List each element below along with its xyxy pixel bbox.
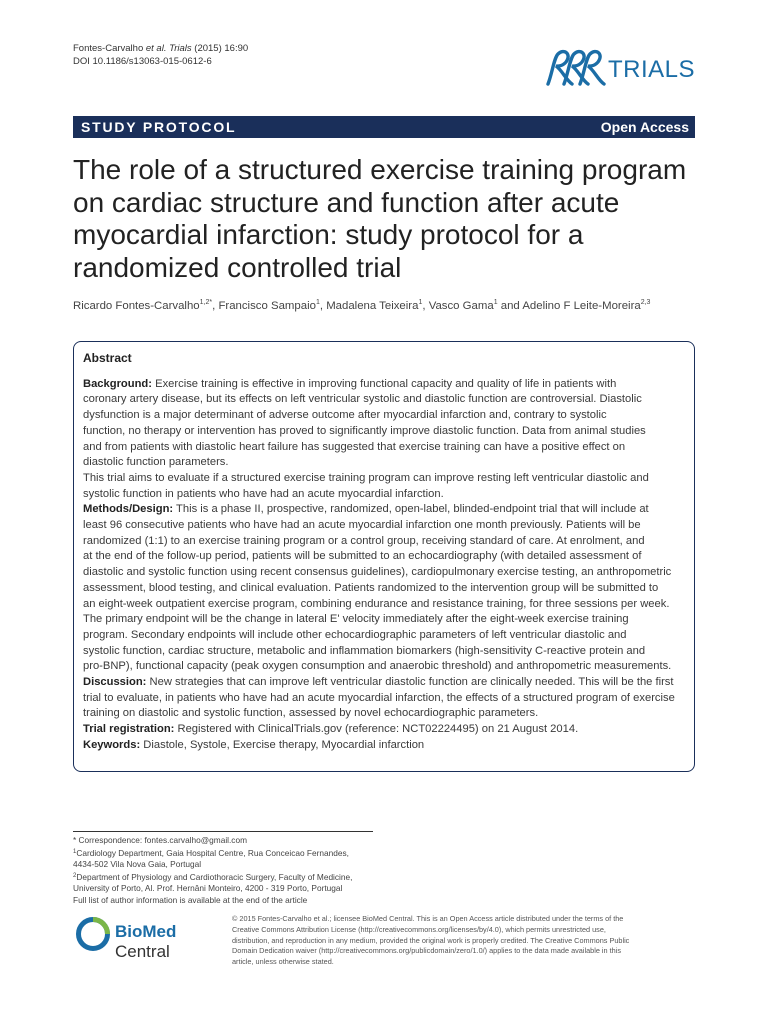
- license-line: Domain Dedication waiver (http://creativecommons.org/publicdomain/zero/1.0/) applies to the data made available in this: [232, 946, 621, 956]
- wordmark-bio: Bio: [115, 922, 143, 941]
- license-text: [232, 914, 692, 968]
- footnotes: [73, 835, 393, 907]
- footnote-divider: [73, 831, 373, 832]
- abstract-line: training on diastolic and systolic function, assessed by novel echocardiographic parameters.: [83, 707, 539, 720]
- title-line: randomized controlled trial: [73, 251, 402, 283]
- title-line: The role of a structured exercise training program: [73, 154, 687, 185]
- correspondence-note: * Correspondence: fontes.carvalho@gmail.com: [73, 835, 247, 845]
- wordmark-central: Central: [115, 942, 170, 961]
- citation-etal: et al.: [145, 43, 167, 54]
- author-affiliation: 1: [493, 299, 498, 306]
- author-separator: ,: [212, 300, 219, 312]
- abstract-line: trial to evaluate, in patients who have had an acute myocardial infarction, the effects of a structured program of exercise: [83, 691, 675, 704]
- citation-author: Fontes-Carvalho: [73, 43, 146, 54]
- abstract-line: coronary artery disease, but its effects on left ventricular systolic and diastolic function are controversial. Diastolic: [83, 393, 642, 406]
- abstract-line: an eight-week outpatient exercise program, combining endurance and resistance training, for three sessions per week.: [83, 597, 670, 610]
- author-name: Adelino F Leite-Moreira: [522, 300, 641, 312]
- license-line: article, unless otherwise stated.: [232, 957, 334, 967]
- abstract-line: diastolic function parameters.: [83, 456, 229, 469]
- abstract-line: This is a phase II, prospective, randomized, open-label, blinded-endpoint trial that will include at: [173, 503, 649, 516]
- title-line: myocardial infarction: study protocol for a: [73, 219, 584, 250]
- affiliation-line: Department of Physiology and Cardiothoracic Surgery, Faculty of Medicine,: [76, 871, 353, 882]
- title-line: on cardiac structure and function after acute: [73, 186, 620, 218]
- license-line: distribution, and reproduction in any medium, provided the original work is properly credited. The Creative Commons Public: [232, 935, 630, 945]
- author-affiliation: 1: [315, 299, 320, 306]
- abstract-line: The primary endpoint will be the change in lateral E' velocity immediately after the eight-week exercise training: [83, 613, 629, 626]
- abstract-line: dysfunction is a major determinant of adverse outcome after myocardial infarction and, contrary to systolic: [83, 409, 607, 422]
- article-title: [73, 154, 713, 284]
- affiliation-number: 2: [73, 872, 77, 879]
- author-name: Ricardo Fontes-Carvalho: [73, 300, 200, 312]
- abstract-line: program. Secondary endpoints will include other echocardiographic parameters of left ventricular diastolic and: [83, 628, 627, 641]
- abstract-line: diastolic and systolic function using recent consensus guidelines), cardiopulmonary exercise testing, an anthropometric: [83, 566, 672, 579]
- affiliation-line: 4434-502 Vila Nova Gaia, Portugal: [73, 859, 202, 870]
- affiliation-number: 1: [73, 848, 77, 855]
- citation-journal: Trials: [169, 43, 192, 54]
- abstract-line: least 96 consecutive patients who have had an acute myocardial infarction one month previously. Patients will be: [83, 519, 641, 532]
- abstract-background: [83, 377, 687, 503]
- citation-header: [73, 42, 248, 68]
- author-separator: ,: [319, 300, 327, 312]
- author-info-note: Full list of author information is available at the end of the article: [73, 894, 308, 905]
- biomed-central-logo-icon: [75, 916, 111, 952]
- affiliation-line: University of Porto, Al. Prof. Hernâni Monteiro, 4200 - 319 Porto, Portugal: [73, 883, 343, 894]
- abstract-line: pro-BNP), functional capacity (peak oxygen consumption and anaerobic threshold) and anthropometric measurements.: [83, 660, 672, 673]
- registration-text: Registered with ClinicalTrials.gov (reference: NCT02224495) on 21 August 2014.: [174, 723, 579, 736]
- author-name: Francisco Sampaio: [218, 300, 316, 312]
- open-access-label: Open Access: [600, 119, 689, 135]
- author-affiliation: 1,2*: [199, 299, 213, 306]
- abstract-content: [83, 351, 687, 754]
- abstract-line: at the end of the follow-up period, patients will be submitted to an echocardiography (with detailed assessment of: [83, 550, 642, 563]
- abstract-registration: [83, 722, 687, 738]
- trials-logo-icon: [542, 46, 606, 90]
- methods-label: Methods/Design:: [83, 503, 174, 516]
- license-line: Creative Commons Attribution License (http://creativecommons.org/licenses/by/4.0), which permits unrestricted use,: [232, 924, 606, 934]
- author-separator: ,: [422, 300, 429, 312]
- abstract-heading: Abstract: [83, 351, 132, 365]
- abstract-box: [73, 341, 695, 772]
- abstract-line: systolic function, cardiac structure, metabolic and inflammation biomarkers (high-sensitivity C-reactive protein and: [83, 644, 646, 657]
- abstract-line: function, no therapy or intervention has proved to significantly improve diastolic function. Data from animal studies: [83, 424, 646, 437]
- abstract-line: assessment, blood testing, and clinical evaluation. Patients randomized to the intervention group will be submitted to: [83, 581, 659, 594]
- abstract-line: This trial aims to evaluate if a structured exercise training program can improve resting left ventricular diastolic and: [83, 471, 649, 484]
- license-line: © 2015 Fontes-Carvalho et al.; licensee BioMed Central. This is an Open Access article distributed under the terms of the: [232, 914, 624, 923]
- author-name: Vasco Gama: [428, 300, 494, 312]
- biomed-central-logo: [75, 914, 225, 961]
- author-name: Madalena Teixeira: [326, 300, 419, 312]
- article-type-label: STUDY PROTOCOL: [81, 119, 237, 135]
- author-affiliation: 1: [418, 299, 423, 306]
- abstract-line: New strategies that can improve left ventricular diastolic function are clinically needed. This will be the first: [146, 676, 674, 689]
- abstract-discussion: [83, 675, 687, 722]
- author-separator: and: [497, 300, 523, 312]
- author-affiliation: 2,3: [640, 299, 651, 306]
- affiliation-line: Cardiology Department, Gaia Hospital Centre, Rua Conceicao Fernandes,: [76, 847, 349, 858]
- author-list: [73, 299, 713, 312]
- trials-logo-word: TRIALS: [608, 56, 696, 83]
- background-label: Background:: [83, 377, 152, 390]
- abstract-keywords: [83, 738, 687, 754]
- wordmark-med: Med: [142, 922, 177, 941]
- citation-doi: DOI 10.1186/s13063-015-0612-6: [73, 56, 212, 67]
- abstract-line: Exercise training is effective in improving functional capacity and quality of life in patients with: [152, 377, 617, 390]
- abstract-line: and from patients with diastolic heart failure has suggested that exercise training can have a positive effect on: [83, 440, 626, 453]
- abstract-line: systolic function in patients who have had an acute myocardial infarction.: [83, 487, 444, 500]
- abstract-methods: [83, 502, 687, 675]
- article-type-bar: [73, 116, 695, 138]
- citation-year-volume: (2015) 16:90: [191, 43, 249, 54]
- keywords-text: Diastole, Systole, Exercise therapy, Myocardial infarction: [140, 738, 425, 751]
- keywords-label: Keywords:: [83, 738, 141, 751]
- trials-logo: [542, 46, 702, 90]
- citation-line: [73, 42, 248, 55]
- biomed-central-wordmark: [115, 922, 225, 962]
- registration-label: Trial registration:: [83, 723, 175, 736]
- abstract-line: randomized (1:1) to an exercise training program or a control group, receiving standard of care. At enrolment, and: [83, 534, 645, 547]
- discussion-label: Discussion:: [83, 676, 147, 689]
